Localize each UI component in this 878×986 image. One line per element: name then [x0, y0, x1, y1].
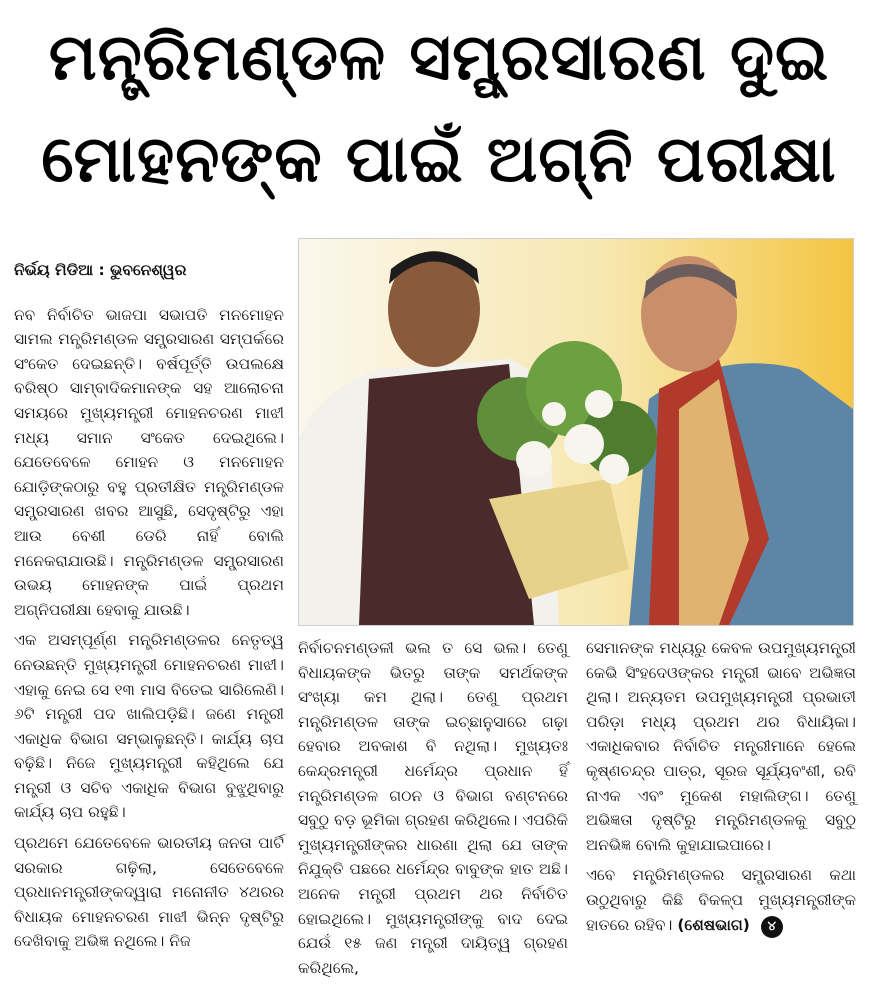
paragraph — [586, 863, 856, 937]
continued-label: (ଶେଷଭାଗ) — [677, 915, 750, 934]
paragraph: ଏକ ଅସମ୍ପୂର୍ଣ୍ଣ ମନ୍ତ୍ରିମଣ୍ଡଳର ନେତୃତ୍ୱ ନେଉଛନ୍ତି ମୁଖ୍ୟମନ୍ତ୍ରୀ ମୋହନଚରଣ ମାଝୀ। ଏହାକୁ ନେଇ ସେ ୧୩ ମାସ ବିତେଇ ସାରିଲେଣି। ୬ଟି ମନ୍ତ୍ରୀ ପଦ ଖାଲିପଡ଼ିଛି। ଜଣେ ମନ୍ତ୍ରୀ ଏକାଧିକ ବିଭାଗ ସମ୍ଭାଳୁଛନ୍ତି। କାର୍ଯ୍ୟ ଚାପ ବଢ଼ିଛି। ନିଜେ ମୁଖ୍ୟମନ୍ତ୍ରୀ କହିଥିଲେ ଯେ ମନ୍ତ୍ରୀ ଓ ସଚିବ ଏକାଧିକ ବିଭାଗ ବୁଝୁଥିବାରୁ କାର୍ଯ୍ୟ ଚାପ ରହୁଛି। — [14, 631, 284, 822]
news-photo — [298, 238, 854, 626]
paragraph: ପ୍ରଥମେ ଯେତେବେଳେ ଭାରତୀୟ ଜନତା ପାର୍ଟି ସରକାର ଗଢ଼ିଲା, ସେତେବେଳେ ପ୍ରଧାନମନ୍ତ୍ରୀଙ୍କଦ୍ୱାରା ମନୋନୀତ ୪ଥରର ବିଧାୟକ ମୋହନଚରଣ ମାଝୀ ଭିନ୍ନ ଦୃଷ୍ଟିରୁ ଦେଖିବାକୁ ଅଭିଜ୍ଞ ନଥିଲେ। ନିଜ — [14, 834, 284, 951]
paragraph: ନିର୍ବାଚନମଣ୍ଡଳୀ ଭଲ ତ ସେ ଭଲ। ତେଣୁ ବିଧାୟକଙ୍କ ଭିତରୁ ତାଙ୍କ ସମର୍ଥକଙ୍କ ସଂଖ୍ୟା କମ ଥିଲା। ତେଣୁ ପ୍ରଥମ ମନ୍ତ୍ରିମଣ୍ଡଳ ତାଙ୍କ ଇଚ୍ଛାନୁସାରେ ଗଢ଼ା ହେବାର ଅବକାଶ ବି ନଥିଲା। ମୁଖ୍ୟତଃ କେନ୍ଦ୍ରମନ୍ତ୍ରୀ ଧର୍ମେନ୍ଦ୍ର ପ୍ରଧାନ ହିଁ ମନ୍ତ୍ରିମଣ୍ଡଳ ଗଠନ ଓ ବିଭାଗ ବଣ୍ଟନରେ ସବୁଠୁ ବଡ଼ ଭୂମିକା ଗ୍ରହଣ କରିଥିଲେ। ଏପରିକି ମୁଖ୍ୟମନ୍ତ୍ରୀଙ୍କର ଧାରଣା ଥିଲା ଯେ ତାଙ୍କ ନିଯୁକ୍ତି ପଛରେ ଧର୍ମେନ୍ଦ୍ର ବାବୁଙ୍କ ହାତ ଅଛି। ଅନେକ ମନ୍ତ୍ରୀ ପ୍ରଥମ ଥର ନିର୍ବାଚିତ ହୋଇଥିଲେ। ମୁଖ୍ୟମନ୍ତ୍ରୀଙ୍କୁ ବାଦ ଦେଇ ଯେଉଁ ୧୫ ଜଣ ମନ୍ତ୍ରୀ ଦାୟିତ୍ୱ ଗ୍ରହଣ କରିଥିଲେ, — [298, 639, 568, 977]
article-column-2 — [298, 636, 568, 986]
article-column-3 — [586, 636, 856, 944]
paragraph: ନବ ନିର୍ବାଚିତ ଭାଜପା ସଭାପତି ମନମୋହନ ସାମଲ ମନ୍ତ୍ରିମଣ୍ଡଳ ସମ୍ପ୍ରସାରଣ ସମ୍ପର୍କରେ ସଂକେତ ଦେଇଛନ୍ତି। ବର୍ଷପୂର୍ତ୍ତି ଉପଲକ୍ଷେ ବରିଷ୍ଠ ସାମ୍ବାଦିକମାନଙ୍କ ସହ ଆଲୋଚନା ସମୟରେ ମୁଖ୍ୟମନ୍ତ୍ରୀ ମୋହନଚରଣ ମାଝୀ ମଧ୍ୟ ସମାନ ସଂକେତ ଦେଇଥିଲେ। ଯେତେବେଳେ ମୋହନ ଓ ମନମୋହନ ଯୋଡ଼ିଙ୍କଠାରୁ ବହୁ ପ୍ରତୀକ୍ଷିତ ମନ୍ତ୍ରିମଣ୍ଡଳ ସମ୍ପ୍ରସାରଣ ଖବର ଆସୁଛି, ସେଦୃଷ୍ଟିରୁ ଏହା ଆଉ ବେଶୀ ଡେରି ନାହିଁ ବୋଲି ମନେକରାଯାଉଛି। ମନ୍ତ୍ରିମଣ୍ଡଳ ସମ୍ପ୍ରସାରଣ ଉଭୟ ମୋହନଙ୍କ ପାଇଁ ପ୍ରଥମ ଅଗ୍ନିପରୀକ୍ଷା ହେବାକୁ ଯାଉଛି। — [14, 305, 284, 619]
paragraph-text: ଏବେ ମନ୍ତ୍ରିମଣ୍ଡଳର ସମ୍ପ୍ରସାରଣ କଥା ଉଠୁଥିବାରୁ କିଛି ବିକଳ୍ପ ମୁଖ୍ୟମନ୍ତ୍ରୀଙ୍କ ହାତରେ ରହିବ। — [586, 866, 856, 934]
article-column-1 — [14, 258, 284, 960]
byline: ନିର୍ଭୟ ମିଡିଆ : ଭୁବନେଶ୍ୱର — [14, 261, 187, 279]
headline-line-2: ମୋହନଙ୍କ ପାଇଁ ଅଗ୍ନି ପରୀକ୍ଷା — [41, 123, 837, 197]
paragraph: ସେମାନଙ୍କ ମଧ୍ୟରୁ କେବଳ ଉପମୁଖ୍ୟମନ୍ତ୍ରୀ କେଭି ସିଂହଦେଓଙ୍କର ମନ୍ତ୍ରୀ ଭାବେ ଅଭିଜ୍ଞତା ଥିଲା। ଅନ୍ୟତମ ଉପମୁଖ୍ୟମନ୍ତ୍ରୀ ପ୍ରଭାତୀ ପରିଡ଼ା ମଧ୍ୟ ପ୍ରଥମ ଥର ବିଧାୟିକା। ଏକାଧିକବାର ନିର୍ବାଚିତ ମନ୍ତ୍ରୀମାନେ ହେଲେ କୃଷ୍ଣଚନ୍ଦ୍ର ପାତ୍ର, ସୂରଜ ସୂର୍ଯ୍ୟବଂଶୀ, ରବି ନାଏକ ଏବଂ ମୁକେଶ ମହାଲିଙ୍ଗ। ତେଣୁ ଅଭିଜ୍ଞତା ଦୃଷ୍ଟିରୁ ମନ୍ତ୍ରିମଣ୍ଡଳକୁ ସବୁଠୁ ଅନଭିଜ୍ଞ ବୋଲି କୁହାଯାଇପାରେ। — [586, 639, 856, 854]
page-number-badge: ୪ — [761, 916, 783, 938]
headline-line-1: ମନ୍ତ୍ରିମଣ୍ଡଳ ସମ୍ପ୍ରସାରଣ ଦୁଇ — [48, 21, 830, 95]
